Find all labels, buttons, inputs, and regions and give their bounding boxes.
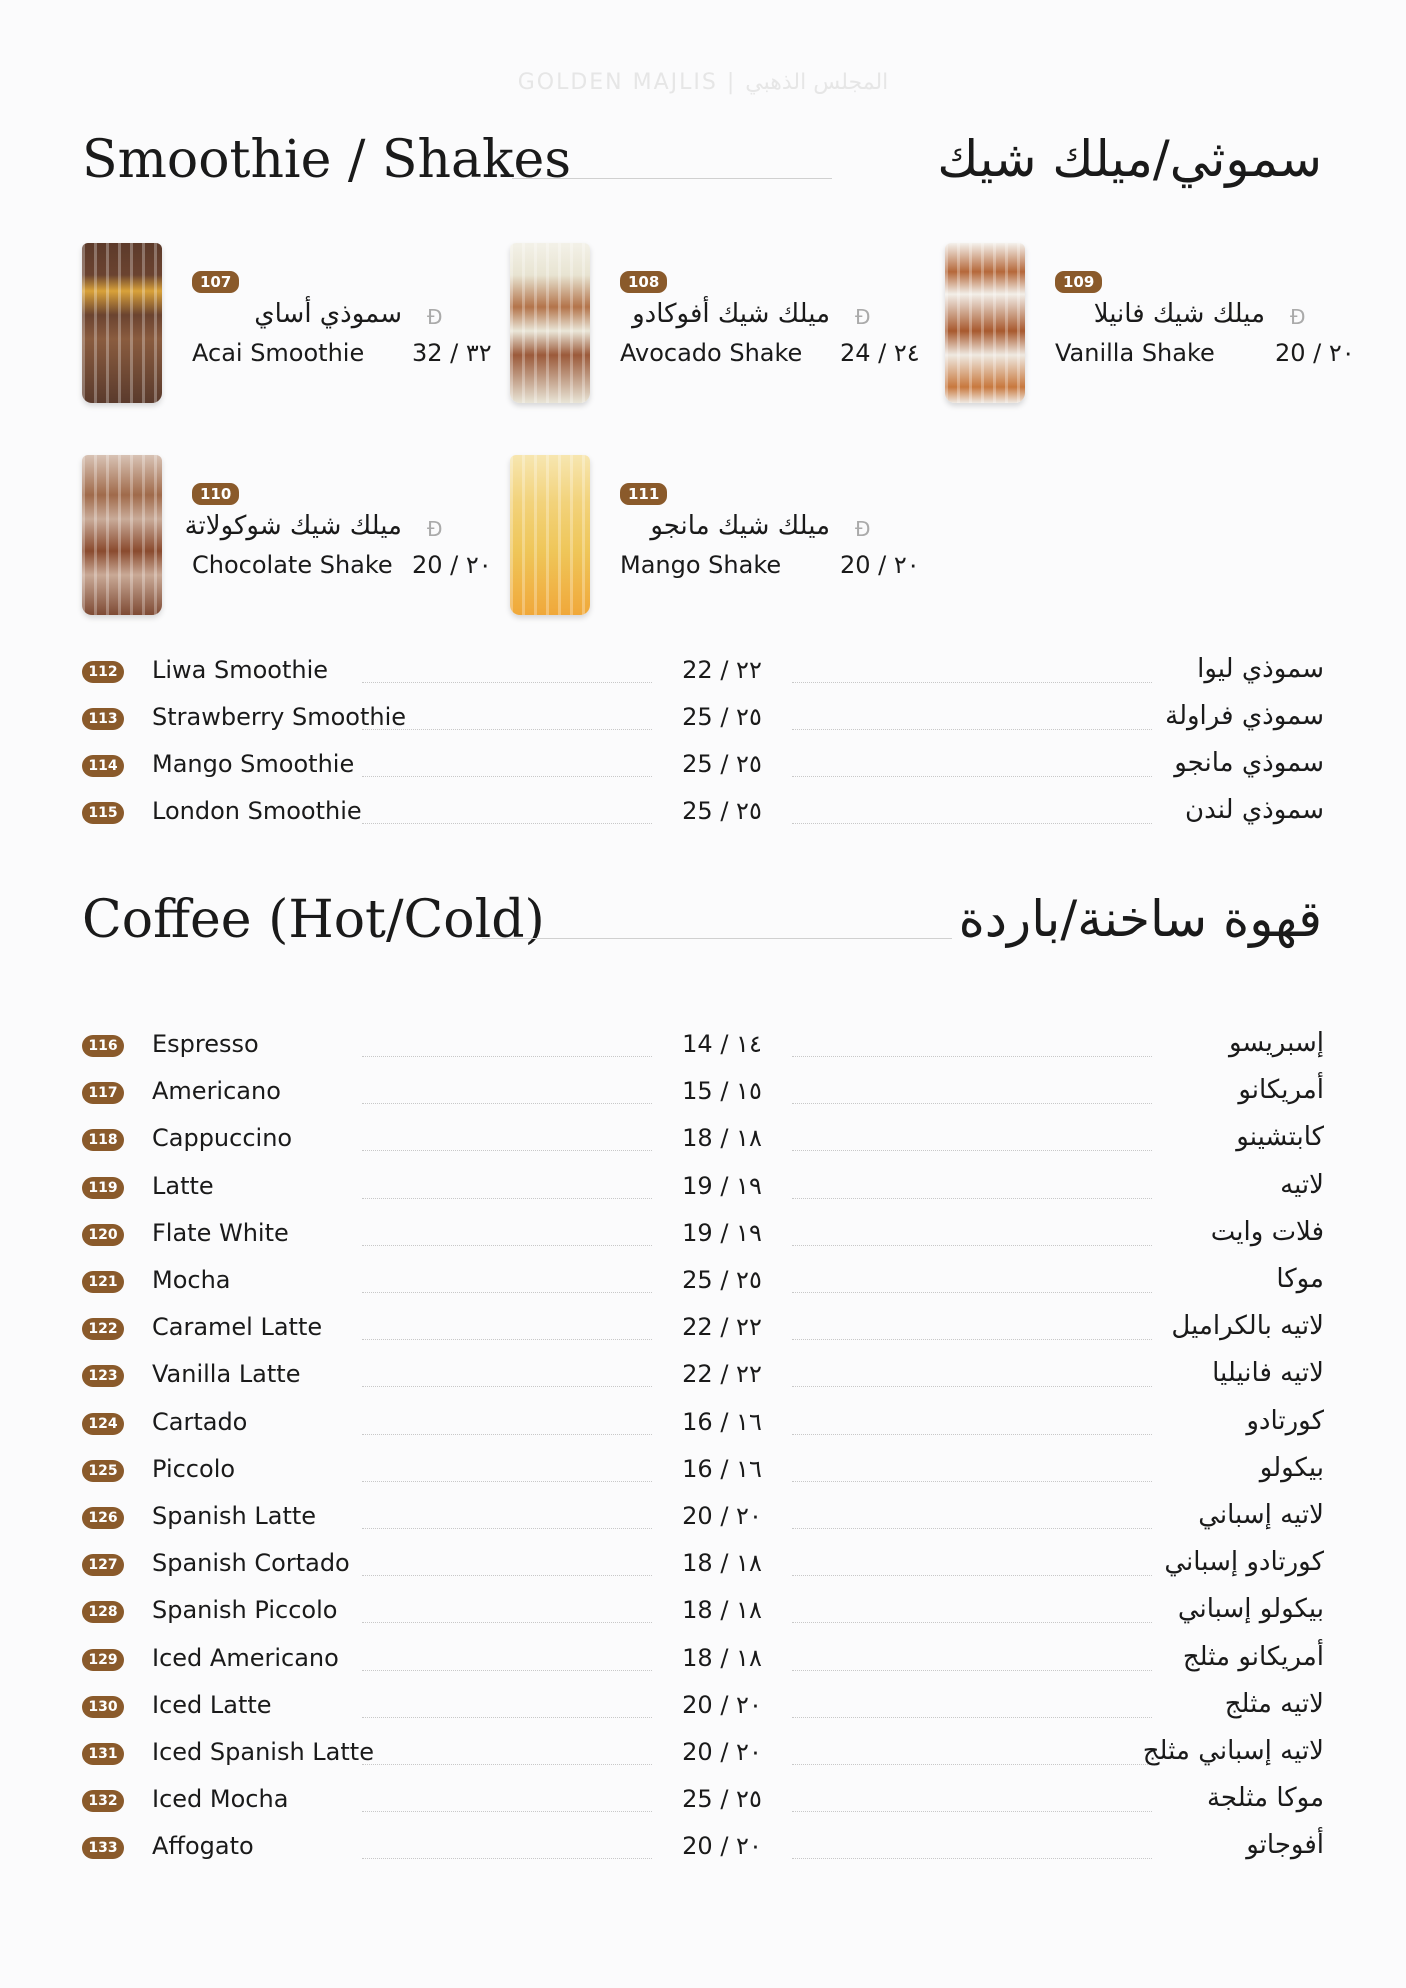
item-price: 20 / ٢٠ [682,1691,762,1719]
item-price: 25 / ٢٥ [682,1266,762,1294]
item-number-badge: 110 [192,483,239,505]
acai-smoothie-image [82,243,162,403]
menu-card[interactable] [82,243,502,413]
item-number-badge: 124 [82,1413,124,1435]
dot-leader [792,1858,1152,1859]
dirham-icon: Đ [855,517,871,541]
item-number-badge: 111 [620,483,667,505]
item-name-ar: ميلك شيك فانيلا [1093,299,1265,329]
dirham-icon: Đ [427,305,443,329]
item-name-ar: ميلك شيك شوكولاتة [184,511,402,541]
item-name-en: Strawberry Smoothie [152,703,407,731]
item-name-en: Iced Americano [152,1644,339,1672]
list-item[interactable] [82,1311,1324,1351]
watermark: GOLDEN MAJLIS | المجلس الذهبي [517,70,889,95]
dot-leader [362,1858,652,1859]
list-item[interactable] [82,1264,1324,1304]
list-item[interactable] [82,1783,1324,1823]
item-name-ar: سموذي أساي [254,299,402,329]
item-name-en: Cappuccino [152,1124,293,1152]
item-price: 16 / ١٦ [682,1455,762,1483]
item-name-ar: فلات وايت [1210,1217,1324,1247]
menu-card[interactable] [945,243,1365,413]
item-name-ar: كابتشينو [1236,1122,1324,1152]
item-name-ar: سموذي لندن [1185,795,1324,825]
item-name-en: Latte [152,1172,214,1200]
item-name-en: Iced Mocha [152,1785,289,1813]
item-number-badge: 109 [1055,271,1102,293]
menu-card[interactable] [510,455,930,625]
list-item[interactable] [82,1642,1324,1682]
list-item[interactable] [82,1547,1324,1587]
item-name-en: Espresso [152,1030,259,1058]
item-price: 22 / ٢٢ [682,1313,762,1341]
list-item[interactable] [82,1122,1324,1162]
dot-leader [792,729,1152,730]
dot-leader [792,1056,1152,1057]
item-name-ar: كورتادو إسباني [1164,1547,1324,1577]
vanilla-shake-image [945,243,1025,403]
item-name-en: Chocolate Shake [192,551,393,579]
dot-leader [792,1528,1152,1529]
item-number-badge: 123 [82,1365,124,1387]
list-item[interactable] [82,1358,1324,1398]
item-name-en: Mango Smoothie [152,750,355,778]
item-name-ar: لاتيه مثلج [1224,1689,1324,1719]
dot-leader [362,729,652,730]
dot-leader [792,776,1152,777]
smoothie-section-header [82,130,1322,210]
item-number-badge: 126 [82,1507,124,1529]
item-price: 19 / ١٩ [682,1172,762,1200]
item-name-en: Acai Smoothie [192,339,365,367]
dot-leader [792,823,1152,824]
divider [482,938,952,939]
menu-card[interactable] [510,243,930,413]
coffee-title-en: Coffee (Hot/Cold) [82,890,545,950]
item-price: 32 / ٣٢ [412,339,492,367]
item-name-ar: ميلك شيك مانجو [650,511,830,541]
item-price: 20 / ٢٠ [840,551,920,579]
list-item[interactable] [82,1689,1324,1729]
item-name-ar: إسبريسو [1228,1028,1324,1058]
item-name-ar: موكا [1276,1264,1324,1294]
dot-leader [362,1764,652,1765]
item-name-en: Vanilla Latte [152,1360,301,1388]
dot-leader [792,1575,1152,1576]
item-name-ar: سموذي ليوا [1197,654,1324,684]
item-price: 20 / ٢٠ [682,1832,762,1860]
item-name-en: Spanish Cortado [152,1549,350,1577]
item-number-badge: 122 [82,1318,124,1340]
dot-leader [792,1386,1152,1387]
item-number-badge: 133 [82,1837,124,1859]
smoothie-title-en: Smoothie / Shakes [82,130,571,190]
item-number-badge: 108 [620,271,667,293]
coffee-title-ar: قهوة ساخنة/باردة [958,890,1322,948]
item-name-en: Flate White [152,1219,289,1247]
dot-leader [792,1717,1152,1718]
item-number-badge: 128 [82,1601,124,1623]
dot-leader [362,1386,652,1387]
list-item[interactable] [82,1217,1324,1257]
dirham-icon: Đ [855,305,871,329]
item-price: 22 / ٢٢ [682,656,762,684]
dot-leader [362,1292,652,1293]
item-number-badge: 117 [82,1082,124,1104]
menu-card[interactable] [82,455,502,625]
item-number-badge: 114 [82,755,124,777]
list-item[interactable] [82,1453,1324,1493]
item-number-badge: 127 [82,1554,124,1576]
item-name-en: London Smoothie [152,797,362,825]
chocolate-shake-image [82,455,162,615]
item-price: 20 / ٢٠ [412,551,492,579]
dot-leader [362,1198,652,1199]
dot-leader [362,1670,652,1671]
item-number-badge: 132 [82,1790,124,1812]
dot-leader [362,1339,652,1340]
item-name-ar: لاتيه بالكراميل [1171,1311,1324,1341]
item-number-badge: 129 [82,1649,124,1671]
dot-leader [362,1103,652,1104]
dot-leader [362,1434,652,1435]
item-name-ar: موكا مثلجة [1206,1783,1324,1813]
item-price: 20 / ٢٠ [682,1738,762,1766]
dot-leader [362,1717,652,1718]
list-item[interactable] [82,1170,1324,1210]
item-price: 15 / ١٥ [682,1077,762,1105]
dot-leader [362,1481,652,1482]
item-name-en: Iced Latte [152,1691,272,1719]
item-number-badge: 131 [82,1743,124,1765]
dot-leader [792,1339,1152,1340]
item-name-en: Spanish Latte [152,1502,317,1530]
dirham-icon: Đ [1290,305,1306,329]
item-name-en: Avocado Shake [620,339,803,367]
item-name-ar: كورتادو [1246,1406,1324,1436]
list-item[interactable] [82,654,1324,694]
item-price: 18 / ١٨ [682,1549,762,1577]
list-item[interactable] [82,1500,1324,1540]
item-name-ar: ميلك شيك أفوكادو [632,299,830,329]
dot-leader [792,1198,1152,1199]
dot-leader [362,776,652,777]
dot-leader [362,682,652,683]
item-price: 25 / ٢٥ [682,703,762,731]
item-price: 25 / ٢٥ [682,797,762,825]
item-price: 20 / ٢٠ [682,1502,762,1530]
dot-leader [792,1150,1152,1151]
dot-leader [362,1811,652,1812]
item-name-en: Affogato [152,1832,254,1860]
item-number-badge: 115 [82,802,124,824]
item-price: 25 / ٢٥ [682,750,762,778]
item-number-badge: 119 [82,1177,124,1199]
list-item[interactable] [82,795,1324,835]
dot-leader [792,1622,1152,1623]
item-name-en: Americano [152,1077,281,1105]
list-item[interactable] [82,1406,1324,1446]
item-number-badge: 121 [82,1271,124,1293]
dot-leader [362,1528,652,1529]
item-price: 16 / ١٦ [682,1408,762,1436]
dot-leader [792,1292,1152,1293]
dot-leader [792,1434,1152,1435]
list-item[interactable] [82,1075,1324,1115]
item-name-ar: لاتيه فانيليا [1212,1358,1324,1388]
item-price: 18 / ١٨ [682,1124,762,1152]
item-number-badge: 125 [82,1460,124,1482]
item-price: 18 / ١٨ [682,1644,762,1672]
dot-leader [792,682,1152,683]
item-price: 22 / ٢٢ [682,1360,762,1388]
item-number-badge: 120 [82,1224,124,1246]
item-name-ar: أمريكانو مثلج [1182,1642,1324,1672]
dot-leader [792,1103,1152,1104]
dot-leader [792,1670,1152,1671]
item-name-en: Spanish Piccolo [152,1596,338,1624]
item-number-badge: 112 [82,661,124,683]
list-item[interactable] [82,1736,1324,1776]
item-name-ar: سموذي مانجو [1174,748,1324,778]
mango-shake-image [510,455,590,615]
item-name-ar: أمريكانو [1238,1075,1324,1105]
item-number-badge: 107 [192,271,239,293]
list-item[interactable] [82,748,1324,788]
smoothie-title-ar: سموثي/ميلك شيك [937,130,1322,188]
item-name-en: Piccolo [152,1455,236,1483]
item-number-badge: 118 [82,1129,124,1151]
item-price: 18 / ١٨ [682,1596,762,1624]
dot-leader [362,1245,652,1246]
item-name-ar: سموذي فراولة [1165,701,1324,731]
item-price: 14 / ١٤ [682,1030,762,1058]
dot-leader [362,823,652,824]
item-name-en: Vanilla Shake [1055,339,1215,367]
item-number-badge: 113 [82,708,124,730]
dot-leader [792,1245,1152,1246]
item-name-ar: لاتيه إسباني [1198,1500,1324,1530]
item-name-ar: بيكولو إسباني [1177,1594,1324,1624]
dot-leader [362,1150,652,1151]
item-price: 24 / ٢٤ [840,339,920,367]
list-item[interactable] [82,1830,1324,1870]
list-item[interactable] [82,701,1324,741]
item-name-ar: لاتيه إسباني مثلج [1142,1736,1324,1766]
item-name-en: Mango Shake [620,551,782,579]
item-name-ar: بيكولو [1259,1453,1324,1483]
dot-leader [362,1575,652,1576]
list-item[interactable] [82,1028,1324,1068]
dot-leader [792,1764,1152,1765]
item-name-en: Cartado [152,1408,248,1436]
item-price: 25 / ٢٥ [682,1785,762,1813]
dot-leader [362,1056,652,1057]
item-name-ar: لاتيه [1280,1170,1324,1200]
dot-leader [362,1622,652,1623]
item-name-ar: أفوجاتو [1246,1830,1324,1860]
item-name-en: Caramel Latte [152,1313,323,1341]
item-number-badge: 130 [82,1696,124,1718]
dirham-icon: Đ [427,517,443,541]
item-price: 20 / ٢٠ [1275,339,1355,367]
divider [512,178,832,179]
item-name-en: Iced Spanish Latte [152,1738,374,1766]
dot-leader [792,1811,1152,1812]
coffee-section-header [82,890,1322,970]
item-price: 19 / ١٩ [682,1219,762,1247]
avocado-shake-image [510,243,590,403]
item-name-en: Mocha [152,1266,231,1294]
item-name-en: Liwa Smoothie [152,656,329,684]
item-number-badge: 116 [82,1035,124,1057]
dot-leader [792,1481,1152,1482]
list-item[interactable] [82,1594,1324,1634]
